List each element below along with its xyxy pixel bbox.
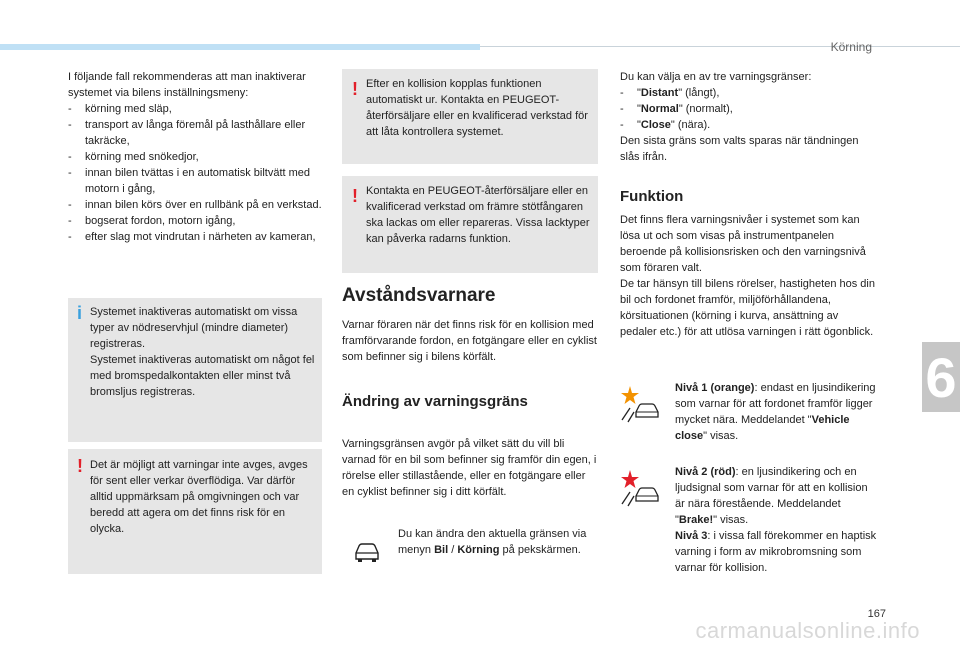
menu-bil: Bil	[434, 544, 449, 556]
thresholds-intro: Du kan välja en av tre varningsgränser:	[620, 71, 812, 83]
list-item: - bogserat fordon, motorn igång,	[68, 213, 323, 229]
info-box	[68, 298, 322, 442]
menu-korning: Körning	[457, 544, 500, 556]
warning-icon: !	[352, 186, 358, 206]
level-2-text: Nivå 2 (röd): en ljusindikering och en ljudsignal som varnar för att en kollision är nära förestående. Meddelandet "Brake!" visas. Nivå 3: i vissa fall förekommer en haptisk varning i form av mikrobromsning som varnar för kollision.	[675, 466, 877, 574]
orange-collision-alert-icon	[618, 384, 664, 424]
header-accent-bar	[0, 44, 480, 50]
warning-text: Kontakta en PEUGEOT-återförsäljare eller en kvalificerad verkstad om främre stötfångaren ska lackas om eller repareras. Vissa lacktyper kan påverka radarns funktion.	[366, 185, 590, 245]
subheading-description: Varningsgränsen avgör på vilket sätt du vill bli varnad för en bil som befinner sig framför din egen, i rörelse eller stillastående, eller en fotgängare eller en cyklist befinner sig i ditt körfält.	[342, 438, 597, 498]
section-title: Körning	[830, 40, 872, 54]
list-item: - "Distant" (långt),	[620, 85, 878, 101]
list-item: - innan bilen tvättas i en automatisk biltvätt med motorn i gång,	[68, 165, 323, 197]
list-item: - innan bilen körs över en rullbänk på en verkstad.	[68, 197, 323, 213]
chapter-tab: 6	[922, 342, 960, 412]
warning-box	[68, 449, 322, 574]
col1-intro: I följande fall rekommenderas att man inaktiverar systemet via bilens inställningsmeny:	[68, 71, 306, 99]
level-1-text: Nivå 1 (orange): endast en ljusindikering som varnar för att fordonet framför ligger mycket nära. Meddelandet "Vehicle close" visas.	[675, 382, 876, 442]
funktion-heading: Funktion	[620, 188, 684, 205]
warning-icon: !	[77, 456, 83, 476]
page-number: 167	[867, 608, 886, 620]
info-text-1: Systemet inaktiveras automatiskt om vissa typer av nödreservhjul (mindre diameter) registreras.	[90, 306, 298, 350]
warning-text: Efter en kollision kopplas funktionen automatiskt ur. Kontakta en PEUGEOT-återförsäljare eller en kvalificerad verkstad för att låta kontrollera systemet.	[366, 78, 588, 138]
subheading: Ändring av varningsgräns	[342, 393, 528, 410]
watermark: carmanualsonline.info	[695, 618, 920, 643]
saved-note: Den sista gräns som valts sparas när tändningen slås ifrån.	[620, 135, 859, 163]
car-settings-icon	[352, 540, 382, 564]
warning-text: Det är möjligt att varningar inte avges, avges för sent eller verkar överflödiga. Var därför alltid uppmärksam på omgivningen och var beredd att agera om det finns risk för en olycka.	[90, 459, 308, 535]
heading-description: Varnar föraren när det finns risk för en kollision med framförvarande fordon, en fotgängare eller en cyklist som befinner sig i bilens körfält.	[342, 319, 597, 363]
header-rule	[480, 46, 960, 47]
list-item: - körning med släp,	[68, 101, 323, 117]
warning-box-bumper	[342, 176, 598, 273]
warning-box-collision	[342, 69, 598, 164]
list-item: - transport av långa föremål på lasthållare eller takräcke,	[68, 117, 323, 149]
list-item: - "Normal" (normalt),	[620, 101, 878, 117]
section-heading: Avståndsvarnare	[342, 285, 496, 306]
funktion-text-1: Det finns flera varningsnivåer i systemet som kan lösa ut och som visas på instrumentpanelen beroende på kollisionsrisken och den varningsnivå som föraren valt.	[620, 214, 866, 274]
menu-note: Du kan ändra den aktuella gränsen via menyn Bil / Körning på pekskärmen.	[398, 528, 587, 556]
funktion-text-2: De tar hänsyn till bilens rörelser, hastigheten hos din bil och fordonet framför, miljöförhållandena, körsituationen (körning i kurva, ansättning av pedaler etc.) för att utlösa varningen i rätt ögonblick.	[620, 278, 875, 338]
col1-list	[68, 101, 323, 245]
column-3	[620, 69, 878, 165]
info-text-2: Systemet inaktiveras automatiskt om något fel med bromspedalkontakten eller minst två bromsljus registreras.	[90, 354, 315, 398]
column-1	[68, 69, 323, 245]
list-item: - körning med snökedjor,	[68, 149, 323, 165]
list-item: - "Close" (nära).	[620, 117, 878, 133]
thresholds-list	[620, 85, 878, 133]
list-item: - efter slag mot vindrutan i närheten av kameran,	[68, 229, 323, 245]
red-collision-alert-icon	[618, 468, 664, 508]
warning-icon: !	[352, 79, 358, 99]
info-icon: i	[77, 303, 83, 323]
